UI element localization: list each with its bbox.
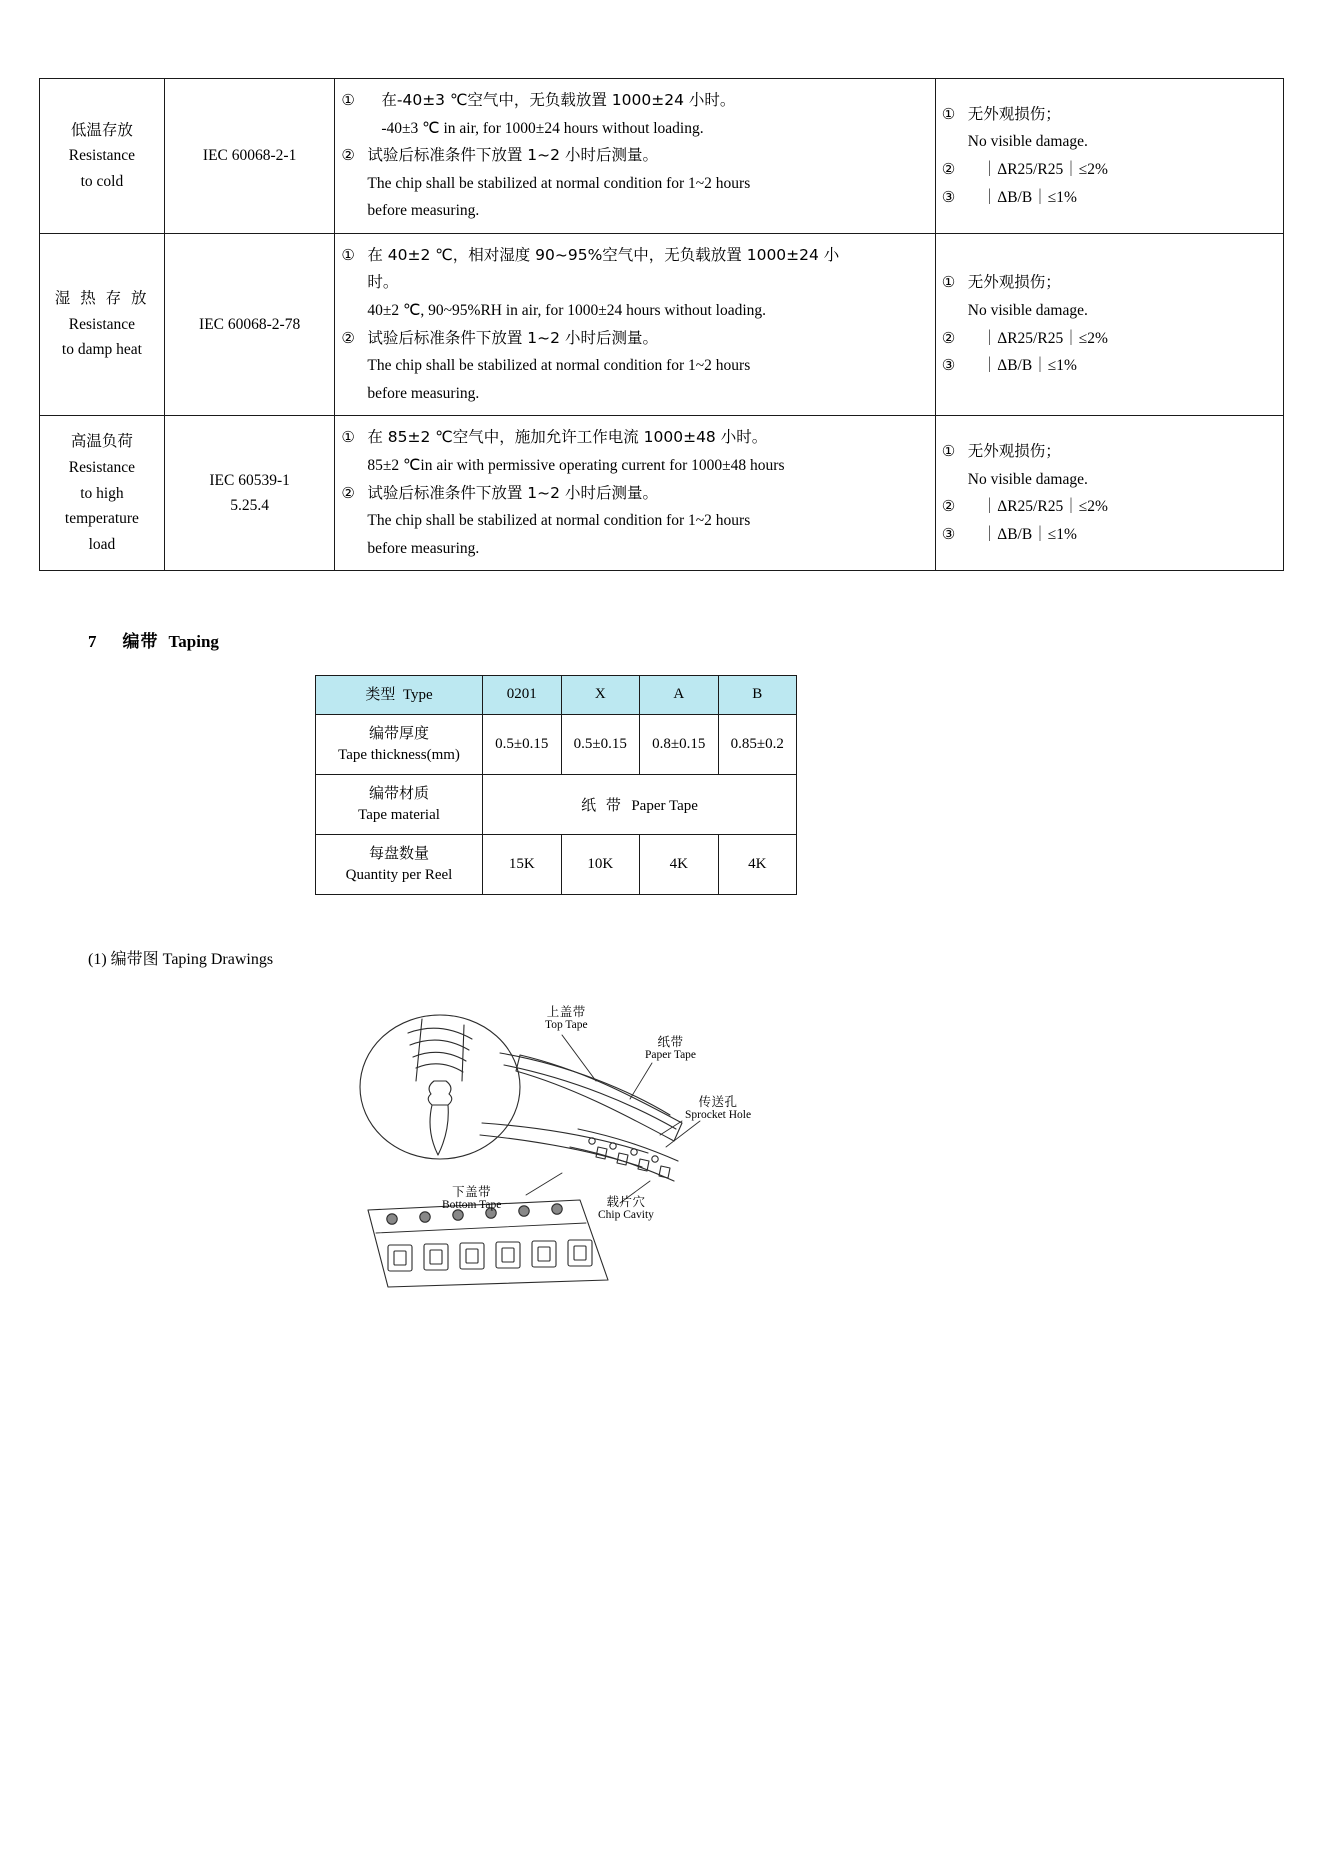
conditions-cell xyxy=(335,233,935,415)
requirement-item xyxy=(942,101,1277,129)
condition-en: The chip shall be stabilized at normal condition for 1~2 hours xyxy=(367,174,751,192)
test-name-en-1: Resistance xyxy=(68,147,136,165)
list-marker-2: ② xyxy=(341,328,355,347)
test-name-cn: 高温负荷 xyxy=(70,432,133,451)
quantity-0201: 15K xyxy=(483,834,562,894)
requirement-item xyxy=(942,521,1277,549)
section-heading xyxy=(88,627,219,652)
standard-code: IEC 60068-2-78 xyxy=(199,315,301,333)
list-marker-3: ③ xyxy=(941,187,956,206)
condition-cn: 试验后标准条件下放置 1~2 小时后测量。 xyxy=(367,483,658,502)
requirement-value: ｜ΔR25/R25｜≤2% xyxy=(981,329,1108,347)
header-type-en: Type xyxy=(402,687,433,703)
section-title-en: Taping xyxy=(168,632,219,651)
list-marker-1: ① xyxy=(941,104,956,123)
standard-cell xyxy=(164,416,335,571)
list-marker-1: ① xyxy=(341,428,355,447)
requirement-cn: 无外观损伤； xyxy=(967,104,1061,123)
quantity-a: 4K xyxy=(640,834,719,894)
table-row xyxy=(316,714,797,774)
list-marker-1: ① xyxy=(341,245,355,264)
label-top-tape xyxy=(545,1005,588,1033)
row-label-thickness xyxy=(316,714,483,774)
list-marker-2: ② xyxy=(941,328,956,347)
requirements-cell xyxy=(935,416,1283,571)
reel-outline xyxy=(360,1015,520,1159)
condition-item xyxy=(341,325,928,353)
condition-cn: 在-40±3 ℃空气中，无负载放置 1000±24 小时。 xyxy=(381,91,736,109)
table-row xyxy=(316,834,797,894)
row-label-quantity xyxy=(316,834,483,894)
table-row xyxy=(40,416,1284,571)
row-label-en: Tape material xyxy=(358,807,440,823)
standard-cell xyxy=(164,79,335,234)
list-marker-2: ② xyxy=(941,159,956,178)
condition-cn: 在 40±2 ℃，相对湿度 90~95%空气中，无负载放置 1000±24 小 xyxy=(367,245,840,264)
row-label-cn: 编带材质 xyxy=(368,783,429,802)
standard-clause: 5.25.4 xyxy=(230,497,269,515)
label-bottom-tape-en: Bottom Tape xyxy=(442,1199,502,1212)
requirement-en: No visible damage. xyxy=(967,470,1088,488)
subsection-caption xyxy=(88,946,273,969)
thickness-x: 0.5±0.15 xyxy=(561,714,640,774)
requirement-item xyxy=(942,352,1277,380)
subsection-number: (1) xyxy=(88,951,107,968)
label-chip-cavity xyxy=(598,1195,654,1223)
standard-code: IEC 60539-1 xyxy=(209,471,290,489)
condition-en: -40±3 ℃ in air, for 1000±24 hours without loading. xyxy=(381,119,704,137)
condition-item xyxy=(341,142,928,170)
test-name-cell xyxy=(40,416,165,571)
condition-en: 40±2 ℃, 90~95%RH in air, for 1000±24 hours without loading. xyxy=(367,302,767,320)
condition-en: 85±2 ℃in air with permissive operating current for 1000±48 hours xyxy=(367,456,785,474)
conditions-cell xyxy=(335,416,935,571)
requirement-value: ｜ΔB/B｜≤1% xyxy=(981,525,1077,543)
requirements-cell xyxy=(935,79,1283,234)
header-type-a: A xyxy=(640,676,719,715)
list-marker-3: ③ xyxy=(941,524,956,543)
requirement-item xyxy=(942,493,1277,521)
test-name-en-2: to damp heat xyxy=(61,341,142,359)
quantity-x: 10K xyxy=(561,834,640,894)
subsection-title-en: Taping Drawings xyxy=(162,951,274,968)
requirement-item xyxy=(942,325,1277,353)
list-marker-1: ① xyxy=(341,91,355,109)
condition-cn: 试验后标准条件下放置 1~2 小时后测量。 xyxy=(367,328,658,347)
condition-en-cont: before measuring. xyxy=(367,384,480,402)
requirement-cn: 无外观损伤； xyxy=(967,273,1061,292)
table-row xyxy=(40,79,1284,234)
quantity-b: 4K xyxy=(718,834,797,894)
test-name-en-1: Resistance xyxy=(68,315,136,333)
label-chip-cavity-cn: 载片穴 xyxy=(606,1194,646,1209)
row-label-en: Tape thickness(mm) xyxy=(338,747,460,763)
requirement-item xyxy=(942,156,1277,184)
material-value-merged xyxy=(483,774,797,834)
row-label-en: Quantity per Reel xyxy=(345,867,453,883)
label-paper-tape xyxy=(645,1035,696,1063)
label-top-tape-en: Top Tape xyxy=(545,1019,588,1032)
requirement-cn: 无外观损伤； xyxy=(967,442,1061,461)
section-number: 7 xyxy=(88,632,97,651)
taping-drawing-svg xyxy=(330,995,870,1295)
test-name-cell xyxy=(40,79,165,234)
condition-cn-cont: 时。 xyxy=(367,273,399,292)
test-name-en-2: to high xyxy=(80,484,124,502)
header-type-0201: 0201 xyxy=(483,676,562,715)
condition-en-cont: before measuring. xyxy=(367,539,480,557)
condition-en: The chip shall be stabilized at normal condition for 1~2 hours xyxy=(367,357,751,375)
header-type-label xyxy=(316,676,483,715)
test-name-en-2: to cold xyxy=(80,172,124,190)
standard-cell xyxy=(164,233,335,415)
subsection-title-cn: 编带图 xyxy=(110,949,159,968)
row-label-cn: 编带厚度 xyxy=(368,723,429,742)
standard-code: IEC 60068-2-1 xyxy=(202,147,297,165)
requirements-cell xyxy=(935,233,1283,415)
taping-drawing xyxy=(330,995,870,1295)
label-chip-cavity-en: Chip Cavity xyxy=(598,1209,654,1222)
list-marker-1: ① xyxy=(941,273,956,292)
row-label-cn: 每盘数量 xyxy=(368,843,429,862)
test-name-cn: 湿 热 存 放 xyxy=(54,289,150,308)
thickness-0201: 0.5±0.15 xyxy=(483,714,562,774)
test-name-cell xyxy=(40,233,165,415)
thickness-a: 0.8±0.15 xyxy=(640,714,719,774)
label-sprocket-hole-cn: 传送孔 xyxy=(698,1094,738,1109)
requirement-en: No visible damage. xyxy=(967,133,1088,151)
requirement-item xyxy=(942,184,1277,212)
requirement-item xyxy=(942,269,1277,297)
condition-item xyxy=(341,242,928,270)
table-row xyxy=(316,774,797,834)
requirement-item xyxy=(942,438,1277,466)
section-title-cn: 编带 xyxy=(122,632,159,652)
condition-cn: 试验后标准条件下放置 1~2 小时后测量。 xyxy=(367,146,658,165)
reliability-test-table xyxy=(39,78,1284,571)
thickness-b: 0.85±0.2 xyxy=(718,714,797,774)
condition-item xyxy=(341,87,928,115)
test-name-en-1: Resistance xyxy=(68,458,136,476)
label-bottom-tape-cn: 下盖带 xyxy=(452,1184,492,1199)
material-cn: 纸 带 xyxy=(581,797,624,814)
list-marker-1: ① xyxy=(941,442,956,461)
header-type-b: B xyxy=(718,676,797,715)
list-marker-2: ② xyxy=(941,497,956,516)
test-name-en-4: load xyxy=(88,535,116,553)
label-bottom-tape xyxy=(442,1185,501,1213)
table-row xyxy=(40,233,1284,415)
label-paper-tape-en: Paper Tape xyxy=(645,1049,697,1062)
material-en: Paper Tape xyxy=(631,797,698,814)
requirement-value: ｜ΔB/B｜≤1% xyxy=(981,357,1077,375)
requirement-value: ｜ΔR25/R25｜≤2% xyxy=(981,160,1108,178)
list-marker-2: ② xyxy=(341,146,355,165)
requirement-value: ｜ΔR25/R25｜≤2% xyxy=(981,498,1108,516)
requirement-value: ｜ΔB/B｜≤1% xyxy=(981,188,1077,206)
condition-item xyxy=(341,424,928,452)
condition-en: The chip shall be stabilized at normal condition for 1~2 hours xyxy=(367,512,751,530)
label-top-tape-cn: 上盖带 xyxy=(546,1004,586,1019)
list-marker-2: ② xyxy=(341,483,355,502)
header-type-cn: 类型 xyxy=(365,685,396,703)
list-marker-3: ③ xyxy=(941,356,956,375)
label-paper-tape-cn: 纸带 xyxy=(657,1034,684,1049)
condition-en-cont: before measuring. xyxy=(367,202,480,220)
table-header-row xyxy=(316,676,797,715)
label-sprocket-hole-en: Sprocket Hole xyxy=(685,1109,752,1122)
test-name-en-3: temperature xyxy=(64,510,139,528)
condition-cn: 在 85±2 ℃空气中，施加允许工作电流 1000±48 小时。 xyxy=(367,428,768,447)
requirement-en: No visible damage. xyxy=(967,302,1088,320)
taping-specification-table xyxy=(315,675,797,895)
row-label-material xyxy=(316,774,483,834)
header-type-x: X xyxy=(561,676,640,715)
test-name-cn: 低温存放 xyxy=(70,120,133,139)
label-sprocket-hole xyxy=(685,1095,751,1123)
condition-item xyxy=(341,480,928,508)
conditions-cell xyxy=(335,79,935,234)
